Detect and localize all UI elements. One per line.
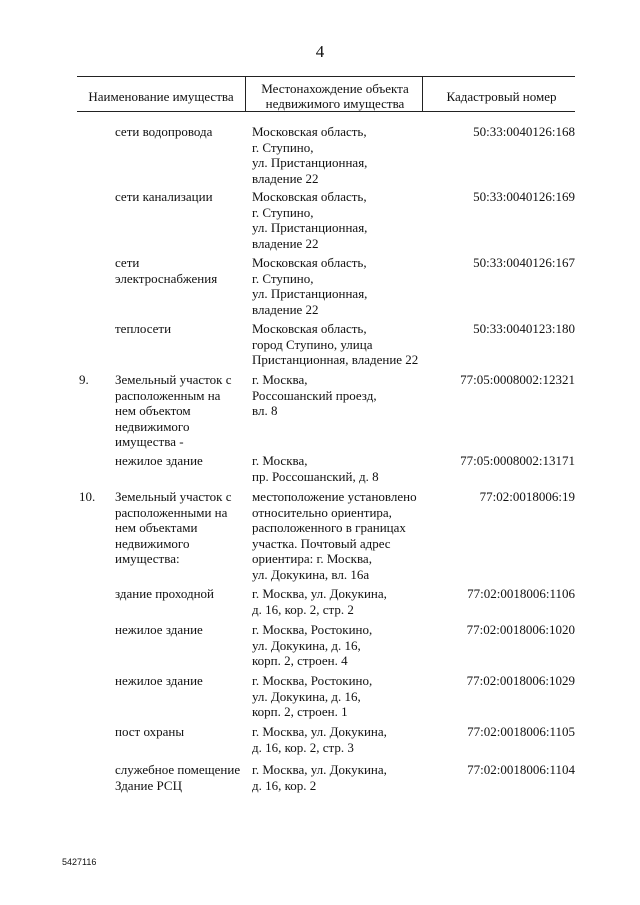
property-name xyxy=(115,489,245,567)
cadastral-number: 77:02:0018006:1020 xyxy=(466,622,575,637)
property-location-line: владение 22 xyxy=(252,170,319,186)
property-location-line: г. Москва, ул. Докукина, xyxy=(252,586,387,601)
cadastral-number: 77:02:0018006:1105 xyxy=(467,724,575,739)
property-location-line: пр. Россошанский, д. 8 xyxy=(252,468,379,484)
property-name-line: расположенными на xyxy=(115,504,228,520)
property-location-line: Московская область, xyxy=(252,255,367,270)
property-location-line: ориентира: г. Москва, xyxy=(252,551,372,566)
property-name-line: сети канализации xyxy=(115,189,213,204)
property-name-line: имущества - xyxy=(115,434,184,449)
property-name xyxy=(115,762,245,793)
cadastral-number: 77:02:0018006:19 xyxy=(479,489,575,504)
property-name xyxy=(115,673,245,689)
property-location xyxy=(252,321,424,368)
property-location-line: владение 22 xyxy=(252,301,319,317)
property-location-line: г. Москва, xyxy=(252,453,308,468)
property-name-line: нем объектами xyxy=(115,520,198,535)
property-location-line: ул. Докукина, д. 16, xyxy=(252,688,361,704)
property-name-line: нем объектом xyxy=(115,403,191,418)
page-number: 4 xyxy=(315,42,325,61)
property-location-line: вл. 8 xyxy=(252,403,278,418)
property-location xyxy=(252,255,424,317)
property-location-line: г. Ступино, xyxy=(252,139,314,155)
property-location-line: местоположение установлено xyxy=(252,489,417,504)
property-name-line: имущества: xyxy=(115,551,180,566)
property-location xyxy=(252,724,424,755)
property-location-line: Пристанционная, владение 22 xyxy=(252,352,419,367)
cadastral-number: 77:05:0008002:12321 xyxy=(460,372,575,387)
property-location-line: участка. Почтовый адрес xyxy=(252,535,391,551)
property-name xyxy=(115,321,245,337)
property-location-line: ул. Пристанционная, xyxy=(252,286,368,301)
property-location-line: ул. Докукина, вл. 16а xyxy=(252,566,370,582)
property-name-line: расположенным на xyxy=(115,387,221,403)
cadastral-number: 77:05:0008002:13171 xyxy=(460,453,575,468)
property-location xyxy=(252,453,424,484)
cadastral-number: 77:02:0018006:1106 xyxy=(467,586,575,601)
row-number: 9. xyxy=(79,372,89,387)
property-location-line: г. Ступино, xyxy=(252,270,314,286)
property-location-line: владение 22 xyxy=(252,235,319,251)
property-location-line: Московская область, xyxy=(252,189,367,204)
header-name: Наименование имущества xyxy=(88,89,234,104)
header-cadastral: Кадастровый номер xyxy=(446,89,557,104)
property-location xyxy=(252,489,424,582)
property-location xyxy=(252,372,424,419)
property-location xyxy=(252,124,424,186)
property-name-line: Земельный участок с xyxy=(115,372,232,387)
property-location-line: ул. Докукина, д. 16, xyxy=(252,637,361,653)
property-name xyxy=(115,586,245,602)
property-location xyxy=(252,762,424,793)
property-name-line: нежилое здание xyxy=(115,453,203,468)
property-name-line: здание проходной xyxy=(115,586,215,601)
property-name-line: служебное помещение xyxy=(115,762,241,777)
row-number: 10. xyxy=(79,489,96,504)
property-location-line: относительно ориентира, xyxy=(252,504,392,520)
property-name-line: недвижимого xyxy=(115,535,190,551)
property-name-line: нежилое здание xyxy=(115,673,203,688)
property-location-line: г. Москва, ул. Докукина, xyxy=(252,724,387,739)
property-name-line: пост охраны xyxy=(115,724,185,739)
property-name-line: нежилое здание xyxy=(115,622,203,637)
property-location-line: г. Москва, xyxy=(252,372,308,387)
property-name xyxy=(115,372,245,450)
property-location-line: г. Ступино, xyxy=(252,204,314,220)
cadastral-number: 77:02:0018006:1029 xyxy=(466,673,575,688)
property-location-line: Московская область, xyxy=(252,124,367,139)
property-location-line: г. Москва, Ростокино, xyxy=(252,622,373,637)
property-name xyxy=(115,453,245,469)
property-name xyxy=(115,124,245,140)
property-location-line: г. Москва, ул. Докукина, xyxy=(252,762,387,777)
property-location-line: ул. Пристанционная, xyxy=(252,220,368,235)
property-location-line: г. Москва, Ростокино, xyxy=(252,673,373,688)
property-name-line: сети xyxy=(115,255,140,270)
property-name-line: сети водопровода xyxy=(115,124,213,139)
cadastral-number: 50:33:0040123:180 xyxy=(473,321,575,336)
header-location-line: Местонахождение объекта xyxy=(261,81,409,96)
property-name xyxy=(115,189,245,205)
property-location-line: Московская область, xyxy=(252,321,367,336)
property-location-line: д. 16, кор. 2 xyxy=(252,777,317,793)
property-name xyxy=(115,724,245,740)
property-location-line: Россошанский проезд, xyxy=(252,387,377,403)
property-location xyxy=(252,622,424,669)
cadastral-number: 77:02:0018006:1104 xyxy=(467,762,575,777)
property-name-line: Земельный участок с xyxy=(115,489,232,504)
property-location xyxy=(252,189,424,251)
property-location-line: корп. 2, строен. 4 xyxy=(252,653,348,668)
property-location xyxy=(252,586,424,617)
property-name xyxy=(115,255,245,286)
property-location-line: д. 16, кор. 2, стр. 2 xyxy=(252,601,354,617)
footer-code: 5427116 xyxy=(62,857,97,867)
property-name-line: Здание РСЦ xyxy=(115,777,182,793)
cadastral-number: 50:33:0040126:168 xyxy=(473,124,575,139)
header-location-line: недвижимого имущества xyxy=(265,96,405,111)
property-location-line: ул. Пристанционная, xyxy=(252,155,368,170)
property-location xyxy=(252,673,424,720)
property-location-line: корп. 2, строен. 1 xyxy=(252,704,348,719)
property-location-line: расположенного в границах xyxy=(252,520,406,535)
property-name-line: теплосети xyxy=(115,321,172,336)
cadastral-number: 50:33:0040126:167 xyxy=(473,255,575,270)
cadastral-number: 50:33:0040126:169 xyxy=(473,189,575,204)
property-name-line: электроснабжения xyxy=(115,270,218,286)
property-location-line: д. 16, кор. 2, стр. 3 xyxy=(252,739,354,755)
property-name-line: недвижимого xyxy=(115,418,190,434)
property-location-line: город Ступино, улица xyxy=(252,336,373,352)
property-name xyxy=(115,622,245,638)
